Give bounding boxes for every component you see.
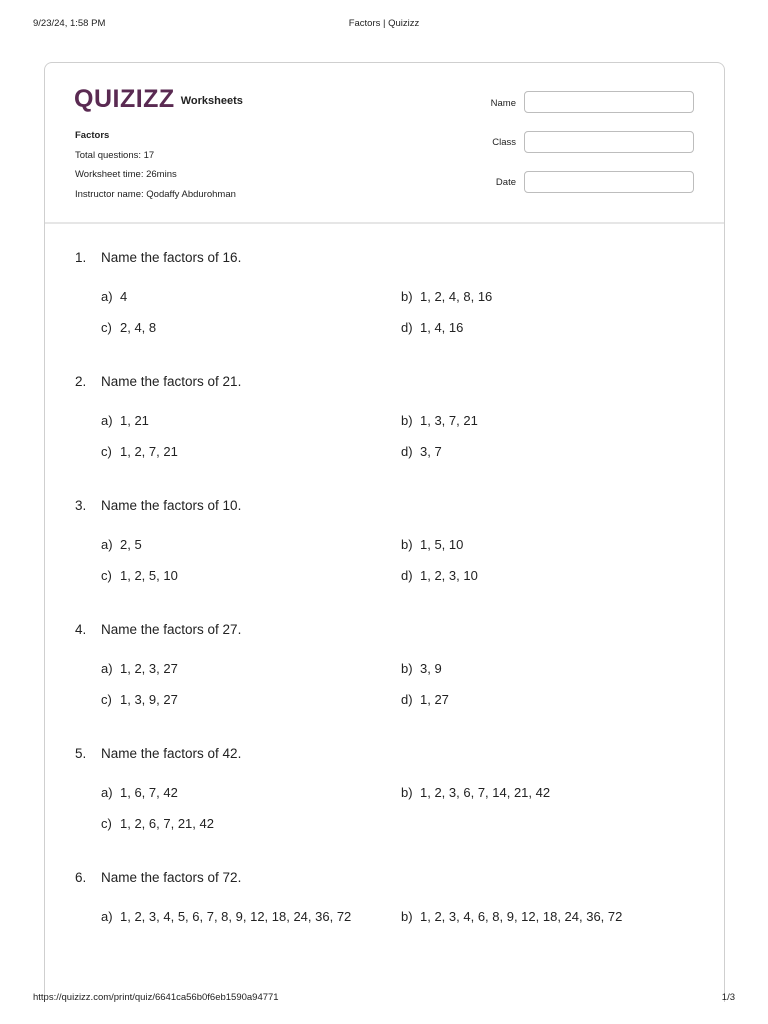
- question-prompt: Name the factors of 42.: [101, 746, 242, 761]
- option-c: [101, 444, 178, 459]
- option-letter: c): [101, 568, 112, 583]
- question-text: [75, 746, 241, 761]
- option-text: 1, 3, 9, 27: [120, 692, 178, 707]
- question-prompt: Name the factors of 27.: [101, 622, 242, 637]
- option-d: [401, 568, 478, 583]
- print-title: Factors | Quizizz: [348, 18, 420, 29]
- option-letter: c): [101, 816, 112, 831]
- question-text: [75, 250, 241, 265]
- option-c: [101, 692, 178, 707]
- option-c: [101, 568, 178, 583]
- option-letter: a): [101, 909, 113, 924]
- worksheet-title: Factors: [75, 130, 110, 141]
- print-datetime: 9/23/24, 1:58 PM: [33, 18, 106, 29]
- option-a: [101, 661, 178, 676]
- option-letter: b): [401, 413, 413, 428]
- question-prompt: Name the factors of 72.: [101, 870, 242, 885]
- option-text: 1, 2, 3, 6, 7, 14, 21, 42: [420, 785, 551, 800]
- question-text: [75, 374, 241, 389]
- option-letter: b): [401, 785, 413, 800]
- date-field[interactable]: [524, 171, 694, 193]
- print-footer: [33, 992, 735, 1006]
- option-text: 1, 2, 3, 4, 6, 8, 9, 12, 18, 24, 36, 72: [420, 909, 623, 924]
- option-d: [401, 692, 449, 707]
- option-a: [101, 785, 178, 800]
- option-letter: d): [401, 444, 413, 459]
- name-field[interactable]: [524, 91, 694, 113]
- option-letter: a): [101, 785, 113, 800]
- option-text: 1, 2, 7, 21: [120, 444, 178, 459]
- option-b: [401, 785, 550, 800]
- option-a: [101, 537, 142, 552]
- option-text: 1, 2, 3, 4, 5, 6, 7, 8, 9, 12, 18, 24, 36, 72: [120, 909, 352, 924]
- option-letter: b): [401, 537, 413, 552]
- option-text: 4: [120, 289, 128, 304]
- question-text: [75, 622, 241, 637]
- question-prompt: Name the factors of 10.: [101, 498, 242, 513]
- option-b: [401, 413, 478, 428]
- option-text: 1, 2, 3, 27: [120, 661, 178, 676]
- option-b: [401, 289, 492, 304]
- option-letter: a): [101, 289, 113, 304]
- class-field[interactable]: [524, 131, 694, 153]
- option-text: 3, 9: [420, 661, 442, 676]
- question-prompt: Name the factors of 21.: [101, 374, 242, 389]
- question-number: 6.: [75, 870, 87, 885]
- option-d: [401, 444, 442, 459]
- question-number: 4.: [75, 622, 87, 637]
- option-letter: b): [401, 661, 413, 676]
- question-text: [75, 870, 241, 885]
- logo-suffix: Worksheets: [180, 94, 243, 107]
- class-label: Class: [492, 137, 516, 148]
- option-text: 1, 2, 3, 10: [420, 568, 478, 583]
- worksheet-meta: [75, 126, 236, 204]
- option-b: [401, 537, 463, 552]
- option-b: [401, 661, 442, 676]
- option-letter: a): [101, 537, 113, 552]
- print-url: https://quizizz.com/print/quiz/6641ca56b0f6eb1590a94771: [33, 992, 279, 1003]
- option-a: [101, 413, 149, 428]
- worksheet-header: [45, 63, 724, 224]
- page-number: 1/3: [721, 992, 735, 1003]
- option-text: 2, 4, 8: [120, 320, 157, 335]
- option-text: 1, 2, 4, 8, 16: [420, 289, 493, 304]
- option-letter: a): [101, 661, 113, 676]
- logo-wordmark: QUIZIZZ: [74, 84, 175, 113]
- option-text: 1, 4, 16: [420, 320, 464, 335]
- date-label: Date: [495, 177, 516, 188]
- question-number: 5.: [75, 746, 87, 761]
- option-letter: c): [101, 692, 112, 707]
- option-b: [401, 909, 622, 924]
- question-text: [75, 498, 241, 513]
- worksheet-card: [44, 62, 725, 1002]
- option-letter: d): [401, 320, 413, 335]
- option-c: [101, 320, 156, 335]
- option-text: 1, 2, 6, 7, 21, 42: [120, 816, 214, 831]
- option-text: 1, 21: [120, 413, 149, 428]
- option-letter: c): [101, 444, 112, 459]
- option-letter: c): [101, 320, 112, 335]
- print-header: [33, 18, 735, 32]
- instructor-name: Instructor name: Qodaffy Abdurohman: [75, 188, 236, 200]
- option-text: 2, 5: [120, 537, 142, 552]
- option-letter: b): [401, 909, 413, 924]
- option-a: [101, 289, 127, 304]
- option-d: [401, 320, 463, 335]
- total-questions: Total questions: 17: [75, 149, 155, 161]
- option-letter: b): [401, 289, 413, 304]
- option-c: [101, 816, 214, 831]
- option-text: 1, 2, 5, 10: [120, 568, 178, 583]
- worksheet-time: Worksheet time: 26mins: [75, 169, 177, 180]
- question-number: 2.: [75, 374, 87, 389]
- option-text: 1, 6, 7, 42: [120, 785, 178, 800]
- quizizz-logo: [74, 85, 243, 113]
- option-a: [101, 909, 351, 924]
- option-letter: d): [401, 568, 413, 583]
- option-text: 1, 27: [420, 692, 449, 707]
- option-text: 3, 7: [420, 444, 442, 459]
- option-letter: d): [401, 692, 413, 707]
- option-letter: a): [101, 413, 113, 428]
- question-prompt: Name the factors of 16.: [101, 250, 242, 265]
- option-text: 1, 3, 7, 21: [420, 413, 478, 428]
- question-number: 1.: [75, 250, 87, 265]
- option-text: 1, 5, 10: [420, 537, 464, 552]
- question-number: 3.: [75, 498, 87, 513]
- name-label: Name: [490, 98, 516, 109]
